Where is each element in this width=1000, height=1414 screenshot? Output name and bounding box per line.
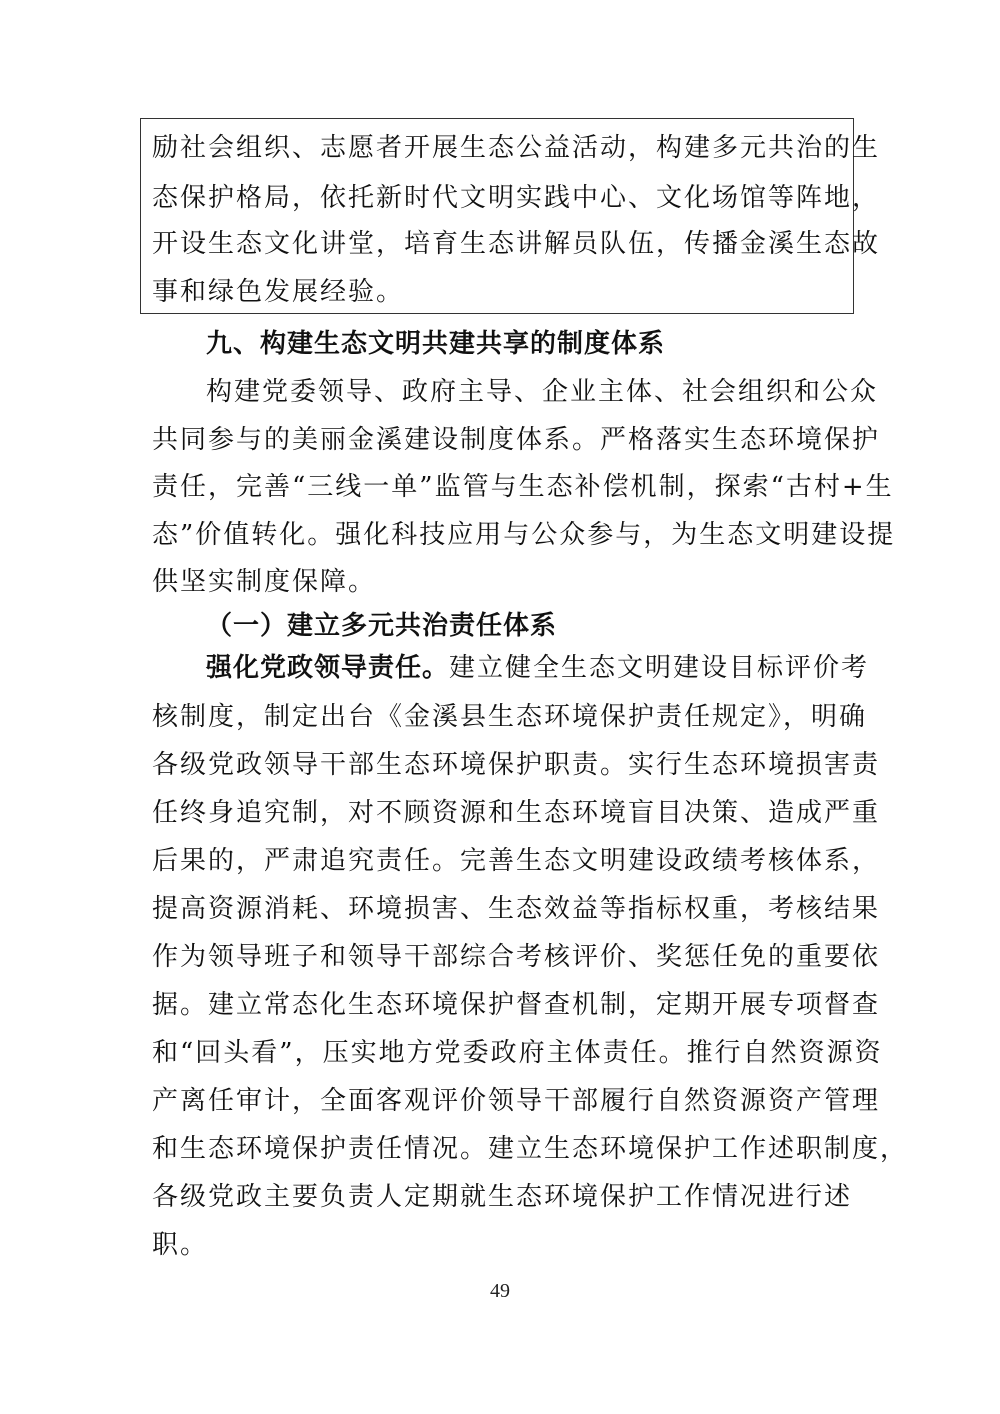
intro-paragraph-line: 共同参与的美丽金溪建设制度体系。严格落实生态环境保护	[152, 425, 881, 455]
body-paragraph-line: 作为领导班子和领导干部综合考核评价、奖惩任免的重要依	[152, 942, 881, 972]
body-paragraph-first-line-rest: 建立健全生态文明建设目标评价考	[449, 653, 870, 683]
body-paragraph-lead: 强化党政领导责任。	[206, 653, 450, 683]
body-paragraph-line: 提高资源消耗、环境损害、生态效益等指标权重，考核结果	[152, 894, 881, 924]
boxed-paragraph-line: 开设生态文化讲堂，培育生态讲解员队伍，传播金溪生态故	[152, 229, 881, 259]
boxed-paragraph-line: 态保护格局，依托新时代文明实践中心、文化场馆等阵地，	[152, 183, 881, 213]
body-paragraph-line: 各级党政主要负责人定期就生态环境保护工作情况进行述	[152, 1182, 853, 1212]
intro-paragraph-line: 构建党委领导、政府主导、企业主体、社会组织和公众	[206, 377, 879, 407]
body-paragraph-line: 和生态环境保护责任情况。建立生态环境保护工作述职制度，	[152, 1134, 909, 1164]
body-paragraph-line: 据。建立常态化生态环境保护督查机制，定期开展专项督查	[152, 990, 881, 1020]
body-paragraph-line: 产离任审计，全面客观评价领导干部履行自然资源资产管理	[152, 1086, 881, 1116]
body-paragraph-line: 核制度，制定出台《金溪县生态环境保护责任规定》，明确	[152, 702, 868, 732]
boxed-paragraph-line: 事和绿色发展经验。	[152, 277, 405, 307]
boxed-paragraph-line: 励社会组织、志愿者开展生态公益活动，构建多元共治的生	[152, 133, 881, 163]
intro-paragraph-line: 供坚实制度保障。	[152, 567, 377, 597]
body-paragraph-line: 各级党政领导干部生态环境保护职责。实行生态环境损害责	[152, 750, 881, 780]
body-paragraph-line: 和“回头看”，压实地方党委政府主体责任。推行自然资源资	[152, 1038, 883, 1068]
intro-paragraph-line: 态”价值转化。强化科技应用与公众参与，为生态文明建设提	[152, 520, 896, 550]
subsection-heading: （一）建立多元共治责任体系	[206, 611, 558, 641]
page-number: 49	[490, 1280, 510, 1302]
body-paragraph-line: 任终身追究制，对不顾资源和生态环境盲目决策、造成严重	[152, 798, 881, 828]
intro-paragraph-line: 责任，完善“三线一单”监管与生态补偿机制，探索“古村+生	[152, 472, 894, 502]
body-paragraph-first-line	[206, 650, 870, 686]
body-paragraph-line: 职。	[152, 1230, 209, 1260]
section-heading: 九、构建生态文明共建共享的制度体系	[206, 329, 666, 359]
body-paragraph-line: 后果的，严肃追究责任。完善生态文明建设政绩考核体系，	[152, 846, 881, 876]
